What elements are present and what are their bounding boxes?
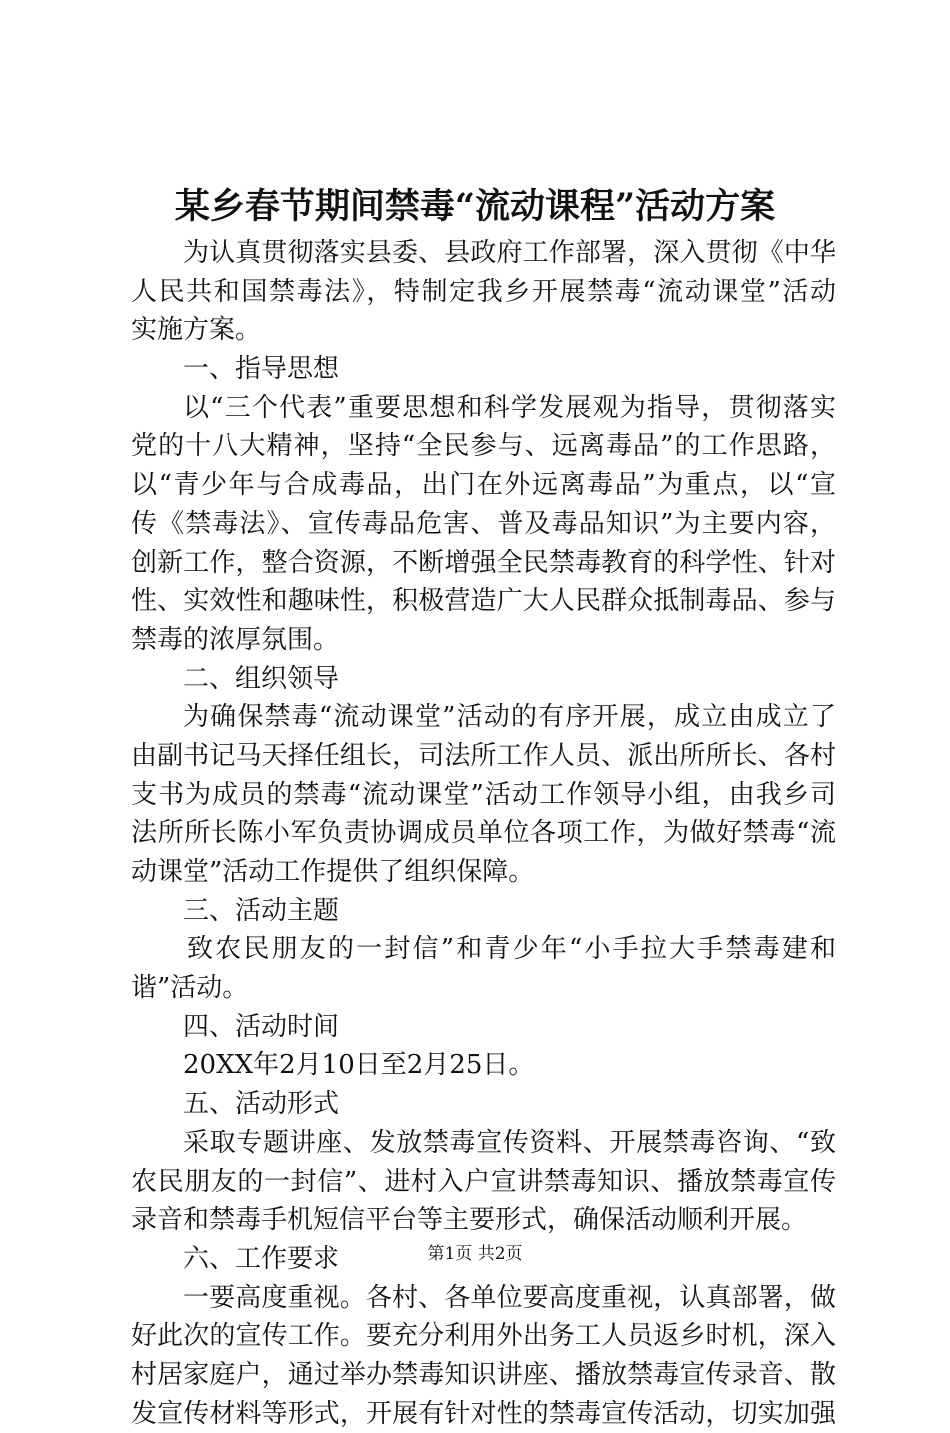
paragraph-line: 村居家庭户，通过举办禁毒知识讲座、播放禁毒宣传录音、散: [131, 1359, 836, 1390]
paragraph-line: 录音和禁毒手机短信平台等主要形式，确保活动顺利开展。: [131, 1205, 808, 1236]
paragraph-line: 禁毒的浓厚氛围。: [131, 624, 340, 655]
paragraph-line: 以“三个代表”重要思想和科学发展观为指导，贯彻落实: [183, 392, 836, 423]
paragraph-line: 为认真贯彻落实县委、县政府工作部署，深入贯彻《中华: [183, 238, 836, 268]
paragraph-line: 支书为成员的禁毒“流动课堂”活动工作领导小组，由我乡司: [131, 779, 836, 810]
paragraph-line: 动课堂”活动工作提供了组织保障。: [131, 857, 535, 887]
page-footer: 第1页 共2页: [427, 1244, 523, 1264]
paragraph-line: 人民共和国禁毒法》，特制定我乡开展禁毒“流动课堂”活动: [131, 276, 836, 307]
section-heading: 六、工作要求: [183, 1243, 340, 1274]
paragraph-line: 20XX年2月10日至2月25日。: [183, 1050, 535, 1081]
paragraph-line: 以“青少年与合成毒品，出门在外远离毒品”为重点，以“宣: [131, 470, 836, 501]
section-heading: 五、活动形式: [183, 1089, 340, 1120]
document-title: 某乡春节期间禁毒“流动课程”活动方案: [174, 186, 776, 227]
paragraph-line: 创新工作，整合资源，不断增强全民禁毒教育的科学性、针对: [131, 547, 836, 578]
paragraph-line: 好此次的宣传工作。要充分利用外出务工人员返乡时机，深入: [131, 1321, 836, 1352]
paragraph-line: 党的十八大精神，坚持“全民参与、远离毒品”的工作思路，: [131, 431, 836, 462]
paragraph-line: 谐”活动。: [131, 973, 249, 1004]
paragraph-line: 一要高度重视。各村、各单位要高度重视，认真部署，做: [183, 1282, 836, 1313]
paragraph-line: 由副书记马天择任组长，司法所工作人员、派出所所长、各村: [131, 740, 836, 771]
section-heading: 四、活动时间: [183, 1011, 340, 1042]
section-heading: 一、指导思想: [183, 354, 340, 385]
section-heading: 三、活动主题: [183, 895, 340, 926]
paragraph-line: 实施方案。: [131, 315, 262, 346]
section-heading: 二、组织领导: [183, 663, 340, 694]
paragraph-line: 传《禁毒法》、宣传毒品危害、普及毒品知识”为主要内容，: [131, 508, 836, 539]
paragraph-line: 为确保禁毒“流动课堂”活动的有序开展，成立由成立了: [183, 702, 836, 733]
paragraph-line: 发宣传材料等形式，开展有针对性的禁毒宣传活动，切实加强: [131, 1398, 836, 1429]
paragraph-line: 致农民朋友的一封信”和青少年“小手拉大手禁毒建和: [187, 934, 836, 965]
paragraph-line: 农民朋友的一封信”、进村入户宣讲禁毒知识、播放禁毒宣传: [131, 1166, 836, 1197]
paragraph-line: 采取专题讲座、发放禁毒宣传资料、开展禁毒咨询、“致: [183, 1127, 836, 1158]
paragraph-line: 性、实效性和趣味性，积极营造广大人民群众抵制毒品、参与: [131, 586, 836, 617]
paragraph-line: 法所所长陈小军负责协调成员单位各项工作，为做好禁毒“流: [131, 818, 836, 849]
